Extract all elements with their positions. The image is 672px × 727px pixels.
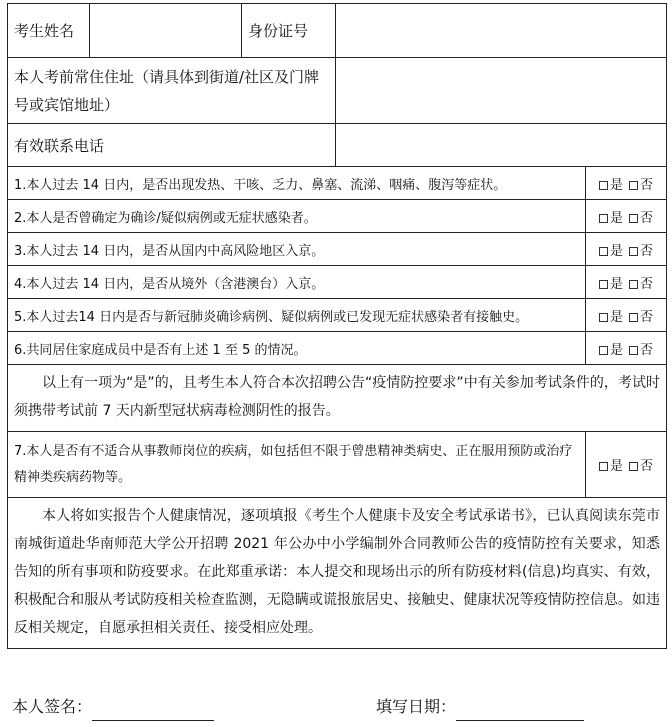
checkbox-icon [599,280,608,289]
question-row [8,432,667,498]
question-text: 7.本人是否有不适合从事教师岗位的疾病，如包括但不限于曾患精神类病史、正在服用预防或治疗精神类疾病药物等。 [8,432,586,498]
yes-option[interactable] [599,178,623,193]
question-row [8,266,667,299]
phone-label: 有效联系电话 [8,124,336,167]
checkbox-icon [629,462,638,471]
no-label: 否 [640,210,654,226]
pledge-text: 本人将如实报告个人健康情况，逐项填报《考生个人健康卡及安全考试承诺书》，已认真阅读东莞市南城街道赴华南师范大学公开招聘 2021 年公办中小学编制外合同教师公告的疫情防控有关要求，知悉告知的所有事项和防疫要求。在此郑重承诺：本人提交和现场出示的所有防疫材料(信息)均真实、有效，积极配合和服从考试防疫相关检查监测，无隐瞒或谎报旅居史、接触史、健康状况等疫情防控信息。如违反相关规定，自愿承担相关责任、接受相应处理。 [8,498,667,649]
address-label: 本人考前常住住址（请具体到街道/社区及门牌号或宾馆地址） [8,58,336,124]
yes-label: 是 [609,276,623,292]
no-option[interactable] [629,178,653,193]
no-label: 否 [640,342,654,358]
id-label: 身份证号 [242,4,336,58]
no-option[interactable] [629,343,653,358]
phone-field[interactable] [336,124,667,167]
checkbox-icon [629,346,638,355]
address-field[interactable] [336,58,667,124]
yes-label: 是 [609,210,623,226]
question-text: 5.本人过去14 日内是否与新冠肺炎确诊病例、疑似病例或已发现无症状感染者有接触史。 [8,299,586,332]
yes-option[interactable] [599,459,623,474]
yes-no-options [586,200,667,233]
yes-label: 是 [609,342,623,358]
yes-option[interactable] [599,244,623,259]
yes-label: 是 [609,459,623,474]
checkbox-icon [599,313,608,322]
signature-block [12,693,214,721]
name-field[interactable] [90,4,242,58]
no-option[interactable] [629,211,653,226]
yes-option[interactable] [599,310,623,325]
no-option[interactable] [629,244,653,259]
yes-option[interactable] [599,343,623,358]
yes-no-options [586,299,667,332]
no-label: 否 [640,309,654,325]
question-text: 2.本人是否曾确定为确诊/疑似病例或无症状感染者。 [8,200,586,233]
yes-no-options [586,432,667,498]
question-row [8,167,667,200]
question-row [8,332,667,365]
health-form [7,3,666,649]
question-text: 4.本人过去 14 日内，是否从境外（含港澳台）入京。 [8,266,586,299]
no-option[interactable] [629,277,653,292]
question-row [8,200,667,233]
date-label: 填写日期： [376,697,457,716]
yes-option[interactable] [599,277,623,292]
yes-option[interactable] [599,211,623,226]
checkbox-icon [629,280,638,289]
checkbox-icon [599,346,608,355]
question-row [8,299,667,332]
yes-label: 是 [609,243,623,259]
checkbox-icon [599,181,608,190]
signature-label: 本人签名： [12,697,93,716]
checkbox-icon [629,214,638,223]
notice-text: 以上有一项为“是”的，且考生本人符合本次招聘公告“疫情防控要求”中有关参加考试条件的，考试时须携带考试前 7 天内新型冠状病毒检测阴性的报告。 [8,365,667,432]
yes-label: 是 [609,177,623,193]
question-text: 6.共同居住家庭成员中是否有上述 1 至 5 的情况。 [8,332,586,365]
checkbox-icon [629,313,638,322]
yes-label: 是 [609,309,623,325]
question-text: 3.本人过去 14 日内，是否从国内中高风险地区入京。 [8,233,586,266]
no-option[interactable] [629,310,653,325]
no-label: 否 [640,276,654,292]
id-field[interactable] [336,4,667,58]
date-block [376,693,584,721]
yes-no-options [586,167,667,200]
question-row [8,233,667,266]
checkbox-icon [629,181,638,190]
date-line[interactable] [456,700,584,721]
yes-no-options [586,233,667,266]
checkbox-icon [599,462,608,471]
no-label: 否 [640,177,654,193]
checkbox-icon [599,247,608,256]
checkbox-icon [599,214,608,223]
form-table [7,3,667,649]
no-label: 否 [640,243,654,259]
checkbox-icon [629,247,638,256]
yes-no-options [586,332,667,365]
name-label: 考生姓名 [8,4,90,58]
no-label: 否 [640,459,654,474]
yes-no-options [586,266,667,299]
signature-line[interactable] [92,700,214,721]
question-text: 1.本人过去 14 日内，是否出现发热、干咳、乏力、鼻塞、流涕、咽痛、腹泻等症状。 [8,167,586,200]
no-option[interactable] [629,459,653,474]
